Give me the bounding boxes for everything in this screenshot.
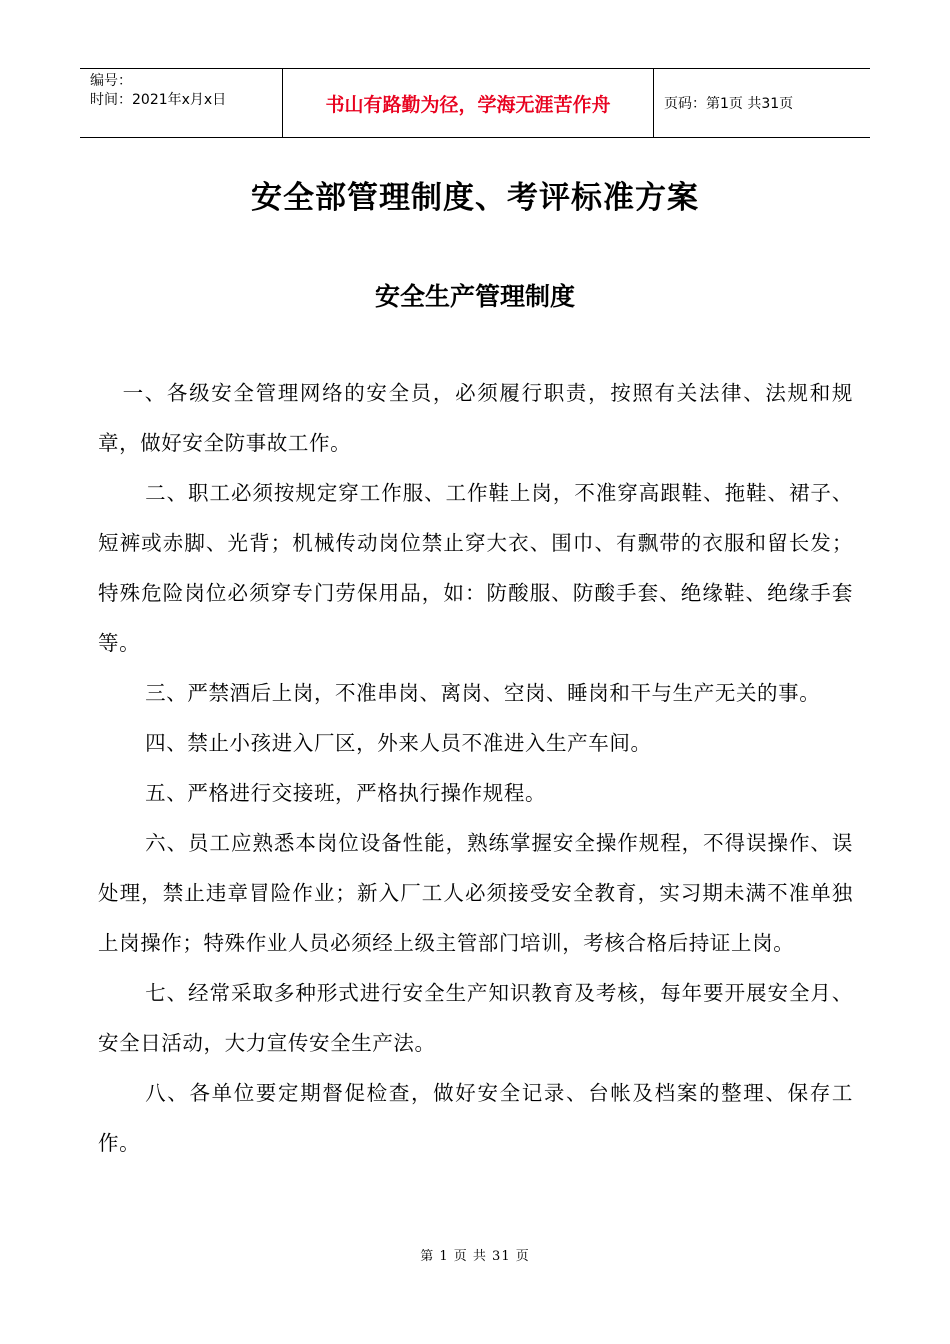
page-footer: 第 1 页 共 31 页 bbox=[420, 1249, 530, 1264]
paragraph: 三、严禁酒后上岗，不准串岗、离岗、空岗、睡岗和干与生产无关的事。 bbox=[145, 681, 821, 705]
header-meta bbox=[80, 69, 282, 137]
paragraph: 六、员工应熟悉本岗位设备性能，熟练掌握安全操作规程，不得误操作、误处理，禁止违章冒险作业；新入厂工人必须接受安全教育，实习期未满不准单独上岗操作；特殊作业人员必须经上级主管部门培训，考核合格后持证上岗。 bbox=[98, 831, 853, 955]
document-date: 时间：2021年x月x日 bbox=[90, 92, 227, 108]
paragraph: 八、各单位要定期督促检查，做好安全记录、台帐及档案的整理、保存工作。 bbox=[98, 1081, 853, 1155]
document-header bbox=[80, 68, 870, 138]
section-title: 安全生产管理制度 bbox=[374, 282, 575, 311]
paragraph: 四、禁止小孩进入厂区，外来人员不准进入生产车间。 bbox=[145, 731, 652, 755]
paragraph: 二、职工必须按规定穿工作服、工作鞋上岗，不准穿高跟鞋、拖鞋、裙子、短裤或赤脚、光背；机械传动岗位禁止穿大衣、围巾、有飘带的衣服和留长发；特殊危险岗位必须穿专门劳保用品，如：防酸服、防酸手套、绝缘鞋、绝缘手套等。 bbox=[98, 481, 853, 655]
paragraph: 七、经常采取多种形式进行安全生产知识教育及考核，每年要开展安全月、安全日活动，大力宣传安全生产法。 bbox=[98, 981, 853, 1055]
header-page-info: 页码：第1页 共31页 bbox=[664, 96, 794, 112]
paragraph: 五、严格进行交接班，严格执行操作规程。 bbox=[145, 781, 547, 805]
document-number: 编号： bbox=[90, 73, 132, 89]
page-title: 安全部管理制度、考评标准方案 bbox=[251, 180, 699, 216]
header-motto: 书山有路勤为径，学海无涯苦作舟 bbox=[282, 69, 654, 137]
document-body bbox=[98, 368, 853, 1168]
paragraph: 一、各级安全管理网络的安全员，必须履行职责，按照有关法律、法规和规章，做好安全防事故工作。 bbox=[98, 381, 853, 455]
